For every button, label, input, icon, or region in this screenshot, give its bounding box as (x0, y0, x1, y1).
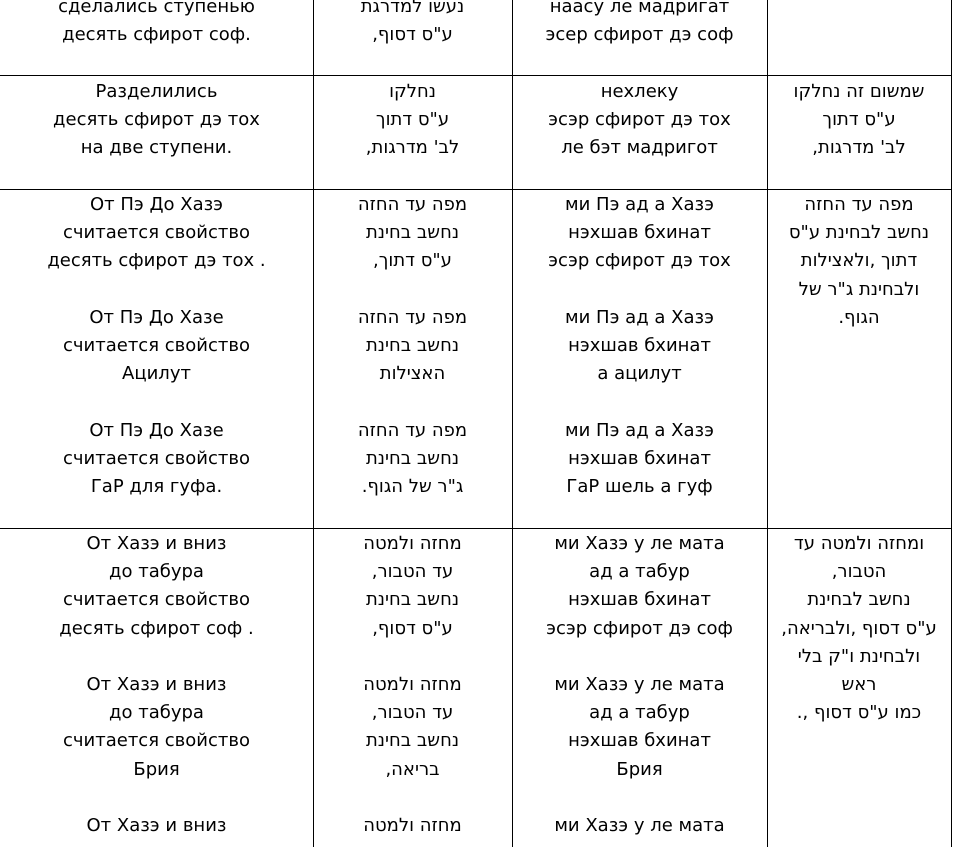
cell-line: ע"ס דסוף, (372, 24, 453, 46)
cell-line: נחשב לבחינת ע"ס (788, 222, 930, 244)
cell-line (313, 276, 512, 304)
cell-line: ад а табур (589, 702, 690, 724)
russian-cell (0, 530, 313, 840)
cell-line: ми Хазэ у ле мата (554, 674, 725, 695)
cell-line: לב' מדרגות, (365, 137, 460, 159)
cell-line: эсэр сфирот дэ тох (548, 250, 731, 272)
cell-line: десять сфирот дэ тох . (47, 250, 266, 272)
cell-line: ми Пэ ад а Хазэ (565, 419, 714, 441)
cell-line: ле бэт мадригот (561, 137, 718, 159)
cell-line (313, 388, 512, 416)
cell-line: нэхшав бхинат (568, 222, 711, 244)
hebrew-cell (313, 530, 512, 840)
cell-line: на две ступени. (80, 137, 233, 159)
cell-line: ג"ר של הגוף. (361, 476, 464, 497)
cell-line: считается свойство (63, 589, 250, 611)
cell-line: десять сфирот соф . (59, 617, 254, 639)
cell-line: ע"ס דתוך (375, 109, 450, 131)
cell-line: ад а табур (589, 561, 690, 583)
cell-line: ГаР для гуфа. (90, 476, 223, 497)
cell-line (313, 784, 512, 812)
cell-line: בריאה, (385, 758, 440, 780)
row-divider (0, 75, 952, 76)
cell-line: нэхшав бхинат (568, 730, 711, 752)
cell-line: десять сфирот соф. (62, 24, 251, 46)
cell-line: Ацилут (122, 363, 191, 385)
cell-line: От Хазэ и вниз (86, 674, 227, 695)
hebrew-cell (313, 78, 512, 163)
cell-line: נחשב לבחינת (807, 589, 911, 611)
source-text-cell (767, 191, 951, 332)
cell-line: ע"ס דתוך, (373, 250, 452, 272)
cell-line: ми Пэ ад а Хазэ (565, 306, 714, 328)
cell-line: מחזה ולמטה (363, 674, 462, 695)
cell-line: считается свойство (63, 730, 250, 752)
cell-line: ע"ס דסוף ,ולבריאה, (781, 617, 937, 639)
transliteration-cell (512, 78, 767, 163)
transliteration-cell (512, 530, 767, 840)
row-divider (0, 528, 952, 529)
cell-line: מפה עד החזה (357, 419, 468, 441)
transliteration-cell (512, 191, 767, 501)
cell-line (0, 784, 313, 812)
cell-line: נחשב בחינת (365, 447, 460, 469)
row-divider (0, 189, 952, 190)
cell-line: считается свойство (63, 447, 250, 469)
cell-line: ראש (841, 674, 877, 696)
cell-line: ГаР шель а гуф (566, 476, 713, 497)
cell-line: נחשב בחינת (365, 589, 460, 611)
cell-line (313, 643, 512, 671)
cell-line: От Хазэ и вниз (86, 533, 227, 554)
cell-line: ולבחינת ג"ר של (798, 278, 920, 300)
hebrew-cell (313, 191, 512, 501)
cell-line: до табура (109, 702, 204, 724)
cell-line: От Пэ До Хазе (89, 306, 224, 328)
cell-line: ע"ס דתוך (822, 109, 896, 131)
cell-line: десять сфирот дэ тох (53, 109, 260, 131)
cell-line: ומחזה ולמטה עד (793, 533, 925, 554)
cell-line: מחזה ולמטה (363, 533, 462, 554)
source-text-cell (767, 530, 951, 727)
cell-line: כמו ע"ס דסוף ,. (796, 702, 922, 724)
cell-line: нэхшав бхинат (568, 589, 711, 611)
cell-line: דתוך ,ולאצילות (800, 250, 918, 272)
cell-line: מחזה ולמטה (363, 815, 462, 836)
cell-line: эсер сфирот дэ соф (545, 24, 734, 46)
cell-line: От Пэ До Хазэ (89, 194, 224, 215)
cell-line: הגוף. (838, 306, 880, 328)
cell-line: הטבור, (831, 561, 887, 583)
cell-line: מפה עד החזה (357, 306, 468, 328)
hebrew-cell (313, 0, 512, 49)
cell-line: נחשב בחינת (365, 335, 460, 356)
cell-line (0, 388, 313, 416)
cell-line: нэхшав бхинат (568, 447, 711, 469)
cell-line: Брия (133, 758, 180, 780)
cell-line: считается свойство (63, 335, 250, 356)
cell-line: ולבחינת ו"ק בלי (797, 645, 921, 667)
cell-line: שמשום זה נחלקו (793, 81, 925, 102)
cell-line (512, 388, 767, 416)
russian-cell (0, 191, 313, 501)
cell-line: האצילות (379, 363, 446, 385)
cell-line: מפה עד החזה (357, 194, 468, 215)
cell-line: нехлеку (600, 81, 679, 102)
cell-line: эсэр сфирот дэ соф (546, 617, 733, 639)
cell-line: נעשו למדרגת (360, 0, 465, 17)
cell-line: Разделились (95, 81, 218, 102)
cell-line: От Хазэ и вниз (86, 815, 227, 836)
cell-line: ми Хазэ у ле мата (554, 815, 725, 836)
cell-line: наасу ле мадригат (549, 0, 730, 17)
column-divider (951, 0, 952, 847)
cell-line: Брия (616, 758, 663, 780)
cell-line (0, 276, 313, 304)
cell-line (512, 276, 767, 304)
russian-cell (0, 0, 313, 49)
cell-line: עד הטבור, (371, 561, 454, 583)
cell-line (0, 643, 313, 671)
cell-line: ע"ס דסוף, (372, 617, 453, 639)
cell-line: נחלקו (389, 81, 436, 102)
cell-line: сделались ступенью (58, 0, 255, 17)
cell-line: эсэр сфирот дэ тох (548, 109, 731, 131)
cell-line: נחשב בחינת (365, 730, 460, 752)
cell-line: а ацилут (597, 363, 682, 385)
russian-cell (0, 78, 313, 163)
cell-line: מפה עד החזה (804, 194, 914, 215)
cell-line (512, 784, 767, 812)
source-text-cell (767, 78, 951, 163)
cell-line: ми Хазэ у ле мата (554, 533, 725, 554)
cell-line: עד הטבור, (371, 702, 454, 724)
cell-line: считается свойство (63, 222, 250, 244)
cell-line: до табура (109, 561, 204, 583)
transliteration-cell (512, 0, 767, 49)
cell-line: לב' מדרגות, (812, 137, 906, 159)
cell-line: נחשב בחינת (365, 222, 460, 244)
cell-line: От Пэ До Хазе (89, 419, 224, 441)
cell-line: нэхшав бхинат (568, 335, 711, 356)
cell-line (512, 643, 767, 671)
cell-line: ми Пэ ад а Хазэ (565, 194, 714, 215)
